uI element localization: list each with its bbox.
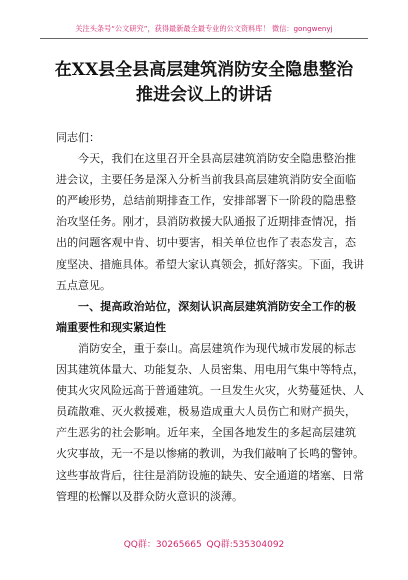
document-title: [30, 58, 378, 108]
paragraph-line: 消防安全，重于泰山。高层建筑作为现代城市发展的标志: [78, 341, 356, 355]
paragraph-line: 管理的松懈以及群众防火意识的淡薄。: [56, 489, 243, 503]
header-divider: [40, 38, 368, 39]
paragraph-line: 的严峻形势，总结前期排查工作，安排部署下一阶段的隐患整: [56, 194, 356, 208]
document-body: [56, 127, 364, 507]
footer-qq-groups: QQ群：30265665 QQ群:535304092: [123, 540, 285, 550]
section-heading: 端重要性和现实紧迫性: [56, 320, 166, 334]
paragraph-line: 因其建筑体量大、功能复杂、人员密集、用电用气集中等特点，: [56, 363, 364, 377]
paragraph-line: 五点意见。: [56, 278, 111, 292]
paragraph-line: 度坚决、措施具体。希望大家认真领会，抓好落实。下面，我讲: [56, 257, 364, 271]
paragraph-line: 出的问题客观中肯、切中要害，相关单位也作了表态发言，态: [56, 236, 356, 250]
paragraph-line: 火灾事故，无一不是以惨痛的教训，为我们敲响了长鸣的警钟。: [56, 447, 364, 461]
title-line-2: 推进会议上的讲话: [136, 85, 272, 105]
paragraph-line: 使其火灾风险远高于普通建筑。一旦发生火灾，火势蔓延快、人: [56, 384, 364, 398]
title-line-1: 在XX县全县高层建筑消防安全隐患整治: [54, 60, 354, 80]
paragraph-line: 产生恶劣的社会影响。近年来，全国各地发生的多起高层建筑: [56, 426, 356, 440]
paragraph-line: 员疏散难、灭火救援难，极易造成重大人员伤亡和财产损失，: [56, 405, 356, 419]
paragraph-line: 进会议，主要任务是深入分析当前我县高层建筑消防安全面临: [56, 173, 356, 187]
paragraph-line: 这些事故背后，往往是消防设施的缺失、安全通道的堵塞、日常: [56, 468, 364, 482]
paragraph-line: 今天，我们在这里召开全县高层建筑消防安全隐患整治推: [78, 152, 356, 166]
paragraph-line: 治攻坚任务。刚才，县消防救援大队通报了近期排查情况，指: [56, 215, 356, 229]
header-banner: 关注头条号“公文研究”，获得最新最全最专业的公文资料库！ 微信：gongwenyj: [75, 24, 333, 33]
section-heading: 一、提高政治站位，深刻认识高层建筑消防安全工作的极: [78, 299, 356, 313]
salutation: 同志们：: [56, 131, 100, 144]
